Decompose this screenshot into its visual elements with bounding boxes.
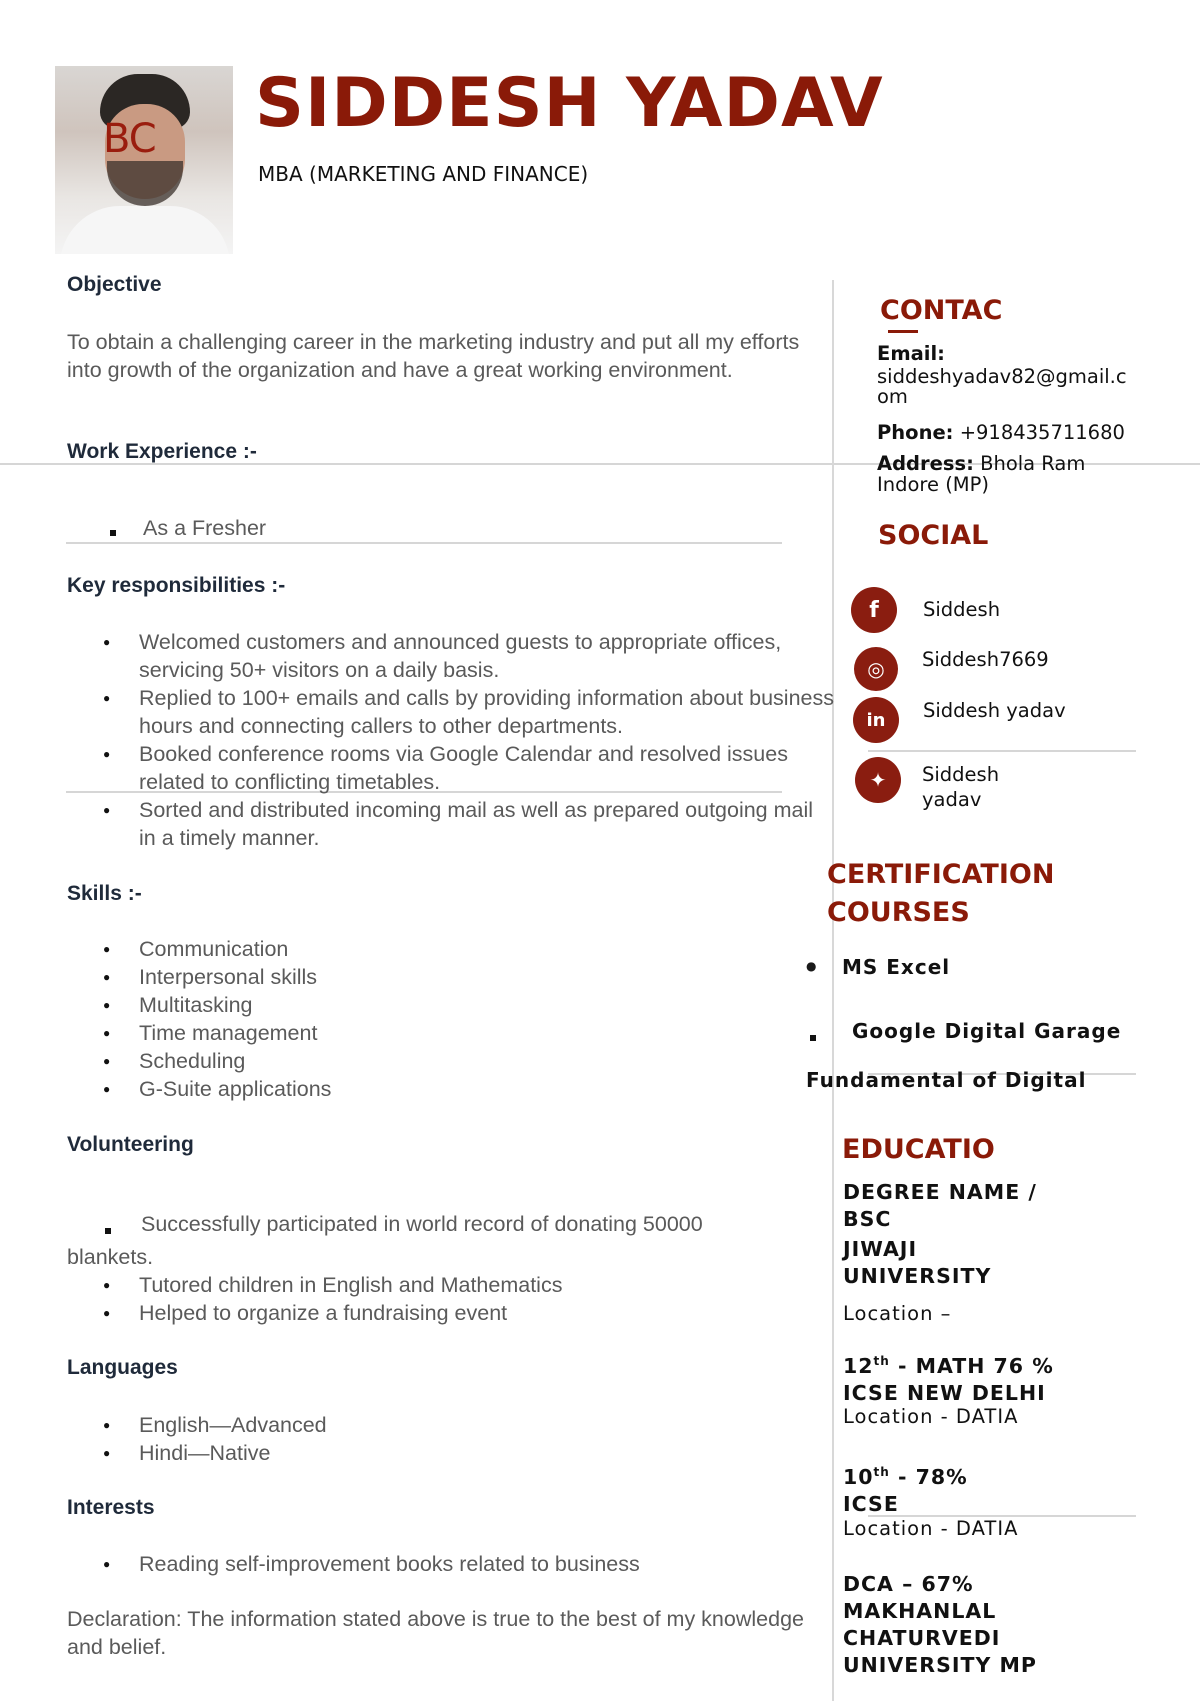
objective-text: To obtain a challenging career in the marketing industry and put all my efforts into growth of the organization and have a great working environment.	[67, 330, 800, 382]
bullet-square	[810, 1035, 816, 1041]
linkedin-icon[interactable]: in	[853, 697, 899, 743]
list-item: ● Time management	[67, 1019, 767, 1047]
education-location: Location –	[843, 1302, 952, 1325]
volunteering-item-cont: blankets.	[67, 1245, 154, 1269]
phone-label: Phone:	[877, 421, 954, 444]
address-line2: Indore (MP)	[877, 473, 990, 496]
work-experience-heading: Work Experience :-	[67, 440, 257, 463]
certification-heading-line2: COURSES	[827, 897, 970, 928]
email-value-line2: om	[877, 385, 908, 408]
bullet-square	[105, 1228, 111, 1234]
profile-photo	[55, 66, 233, 254]
certification-heading-line1: CERTIFICATION	[827, 859, 1055, 890]
list-item: ● Helped to organize a fundraising event	[67, 1299, 767, 1327]
photo-monogram: BC	[103, 116, 156, 162]
interests-heading: Interests	[67, 1496, 155, 1519]
twelfth-sup: th	[873, 1354, 890, 1368]
degree-line1: DEGREE NAME /	[843, 1180, 1037, 1204]
tenth-sup: th	[873, 1465, 890, 1479]
work-item: As a Fresher	[143, 516, 267, 540]
bullet-dot: ●	[806, 959, 817, 973]
instagram-icon[interactable]: ◎	[854, 647, 898, 691]
volunteering-item: Successfully participated in world record of donating 50000	[141, 1212, 703, 1236]
education-twelfth	[843, 1348, 1054, 1407]
candidate-subtitle: MBA (MARKETING AND FINANCE)	[258, 162, 589, 186]
dca-line4: UNIVERSITY MP	[843, 1653, 1037, 1677]
objective-heading: Objective	[67, 273, 162, 296]
education-degree	[843, 1179, 1037, 1290]
column-divider	[832, 280, 834, 1701]
bullet-square	[110, 530, 116, 536]
languages-heading: Languages	[67, 1356, 178, 1379]
contact-heading: CONTAC	[880, 295, 1003, 326]
list-item: ● Multitasking	[67, 991, 767, 1019]
list-item: ● Tutored children in English and Mathematics	[67, 1271, 767, 1299]
volunteering-heading: Volunteering	[67, 1133, 194, 1156]
twitter-icon[interactable]: ✦	[855, 757, 901, 803]
social-heading: SOCIAL	[878, 520, 989, 551]
social-instagram-label: Siddesh7669	[922, 648, 1049, 671]
phone-value: +918435711680	[959, 421, 1125, 444]
dca-line1: DCA – 67%	[843, 1572, 974, 1596]
candidate-name: SIDDESH YADAV	[255, 64, 884, 143]
list-item: ● Welcomed customers and announced guests to appropriate offices, servicing 50+ visitors on a daily basis.	[67, 628, 835, 684]
tenth-board: ICSE	[843, 1491, 899, 1516]
list-item: ● English—Advanced	[67, 1411, 767, 1439]
list-item: ● Scheduling	[67, 1047, 767, 1075]
interests-list	[67, 1550, 787, 1578]
school-line2: UNIVERSITY	[843, 1264, 992, 1288]
address-block	[877, 453, 1085, 495]
declaration-text: Declaration: The information stated above is true to the best of my knowledge and belief.	[67, 1607, 804, 1659]
list-item: ● Booked conference rooms via Google Calendar and resolved issues related to conflicting timetables.	[67, 740, 835, 796]
education-dca	[843, 1571, 1037, 1679]
school-line1: JIWAJI	[843, 1237, 918, 1261]
address-label: Address:	[877, 452, 974, 475]
languages-list	[67, 1411, 767, 1467]
volunteering-list	[67, 1271, 767, 1327]
list-item: ● Sorted and distributed incoming mail as well as prepared outgoing mail in a timely manner.	[67, 796, 835, 852]
social-facebook-label: Siddesh	[923, 598, 1001, 621]
social-twitter-label-line2: yadav	[922, 788, 982, 811]
list-item: ● Replied to 100+ emails and calls by providing information about business hours and connecting callers to other departments.	[67, 684, 835, 740]
education-location: Location - DATIA	[843, 1405, 1019, 1428]
responsibilities-list	[67, 628, 835, 852]
email-label: Email:	[877, 342, 945, 365]
email-value-line1: siddeshyadav82@gmail.c	[877, 365, 1127, 388]
cert-item-overflow: Fundamental of Digital	[806, 1068, 1087, 1092]
twelfth-score: - MATH 76 %	[889, 1353, 1054, 1378]
dca-line3: CHATURVEDI	[843, 1626, 1001, 1650]
skills-list	[67, 935, 767, 1103]
tenth-score: - 78%	[889, 1464, 968, 1489]
education-location: Location - DATIA	[843, 1517, 1019, 1540]
education-heading: EDUCATIO	[842, 1134, 995, 1165]
social-twitter-label-line1: Siddesh	[922, 763, 1000, 786]
list-item: ● G-Suite applications	[67, 1075, 767, 1103]
skills-heading: Skills :-	[67, 882, 142, 905]
certification-heading	[827, 856, 1054, 932]
list-item: ● Hindi—Native	[67, 1439, 767, 1467]
facebook-icon[interactable]: f	[851, 587, 897, 633]
contact-heading-overflow	[888, 330, 918, 339]
social-twitter-label	[922, 762, 999, 812]
twelfth-board: ICSE NEW DELHI	[843, 1380, 1046, 1405]
responsibilities-heading: Key responsibilities :-	[67, 574, 286, 597]
address-line1: Bhola Ram	[980, 452, 1086, 475]
degree-line2: BSC	[843, 1207, 892, 1231]
tenth-grade: 10	[843, 1464, 874, 1489]
cert-item: MS Excel	[842, 955, 951, 979]
dca-line2: MAKHANLAL	[843, 1599, 997, 1623]
email-block	[877, 342, 1127, 408]
cert-item: Google Digital Garage	[852, 1019, 1122, 1043]
list-item: ● Communication	[67, 935, 767, 963]
section-divider	[66, 542, 782, 544]
twelfth-grade: 12	[843, 1353, 874, 1378]
list-item: ● Interpersonal skills	[67, 963, 767, 991]
list-item: ● Reading self-improvement books related to business	[67, 1550, 787, 1578]
phone-line	[877, 421, 1125, 444]
social-linkedin-label: Siddesh yadav	[923, 699, 1066, 722]
section-divider	[868, 750, 1136, 752]
education-tenth	[843, 1459, 968, 1518]
